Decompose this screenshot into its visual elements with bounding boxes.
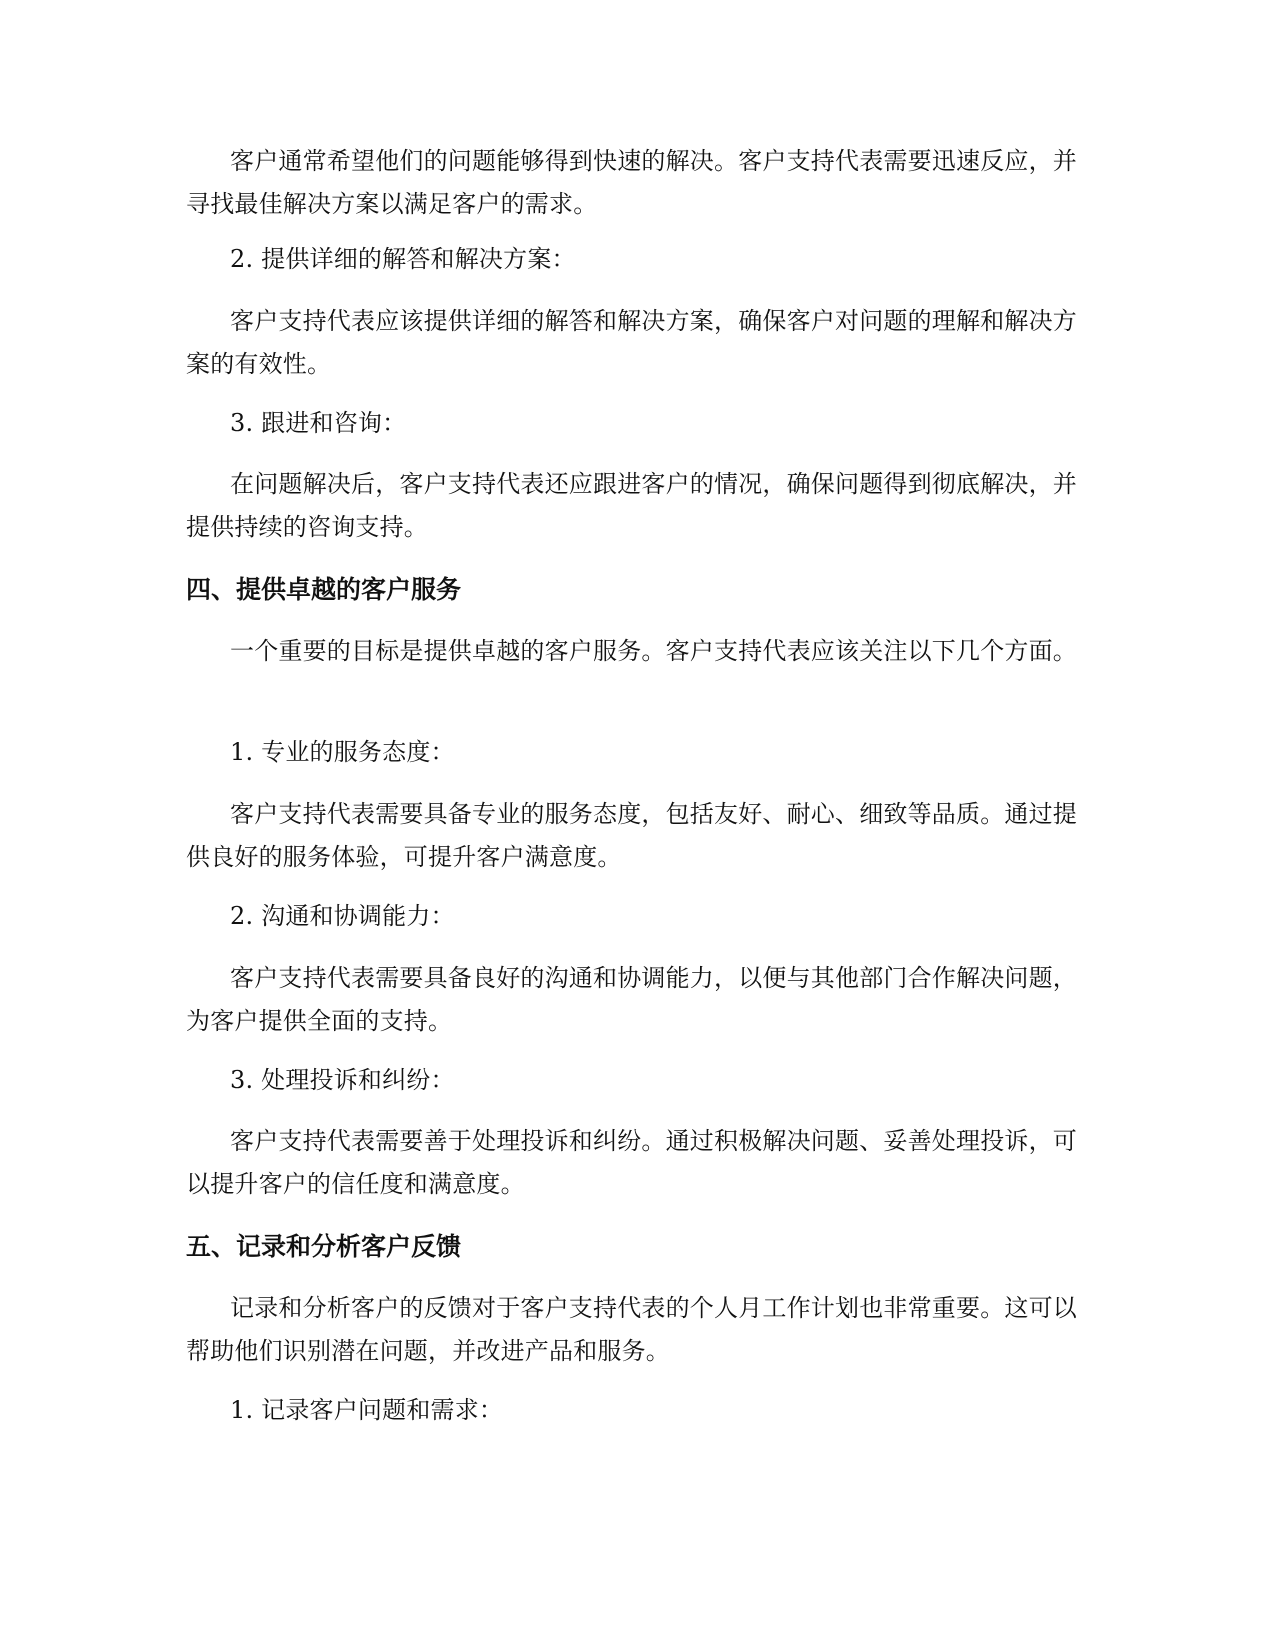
paragraph-communication: 客户支持代表需要具备良好的沟通和协调能力，以便与其他部门合作解决问题，为客户提供全面的支持。 <box>186 964 1077 1035</box>
section-heading-excellent-service: 四、提供卓越的客户服务 <box>186 575 462 604</box>
paragraph-complaints: 客户支持代表需要善于处理投诉和纠纷。通过积极解决问题、妥善处理投诉，可以提升客户的信任度和满意度。 <box>186 1127 1077 1198</box>
paragraph-feedback-intro: 记录和分析客户的反馈对于客户支持代表的个人月工作计划也非常重要。这可以帮助他们识别潜在问题，并改进产品和服务。 <box>186 1294 1077 1365</box>
list-item-complaints: 3. 处理投诉和纠纷： <box>230 1066 455 1094</box>
paragraph-quick-resolution: 客户通常希望他们的问题能够得到快速的解决。客户支持代表需要迅速反应，并寻找最佳解决方案以满足客户的需求。 <box>186 147 1077 218</box>
list-item-professional-attitude: 1. 专业的服务态度： <box>230 738 455 766</box>
paragraph-professional-attitude: 客户支持代表需要具备专业的服务态度，包括友好、耐心、细致等品质。通过提供良好的服务体验，可提升客户满意度。 <box>186 800 1077 871</box>
section-heading-feedback: 五、记录和分析客户反馈 <box>186 1232 462 1261</box>
list-item-follow-up: 3. 跟进和咨询： <box>230 409 407 437</box>
paragraph-excellent-service-intro: 一个重要的目标是提供卓越的客户服务。客户支持代表应该关注以下几个方面。 <box>230 637 1077 665</box>
list-item-communication: 2. 沟通和协调能力： <box>230 902 455 930</box>
paragraph-detailed-answers: 客户支持代表应该提供详细的解答和解决方案，确保客户对问题的理解和解决方案的有效性。 <box>186 307 1077 378</box>
paragraph-follow-up: 在问题解决后，客户支持代表还应跟进客户的情况，确保问题得到彻底解决，并提供持续的咨询支持。 <box>186 470 1077 541</box>
list-item-record-issues: 1. 记录客户问题和需求： <box>230 1396 504 1424</box>
list-item-detailed-answers: 2. 提供详细的解答和解决方案： <box>230 245 576 273</box>
